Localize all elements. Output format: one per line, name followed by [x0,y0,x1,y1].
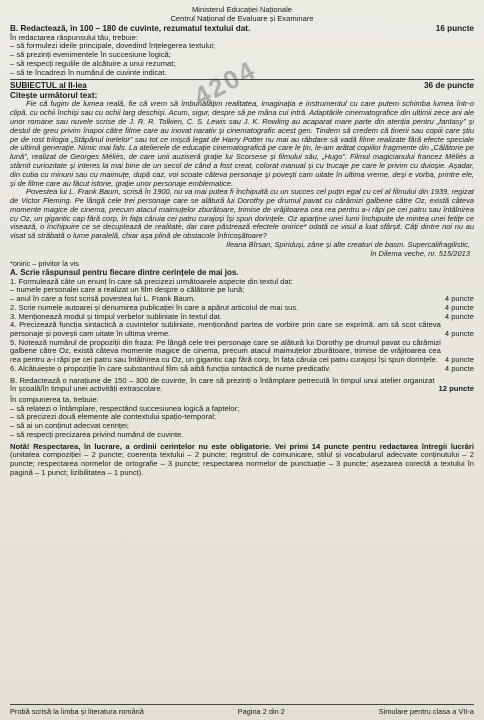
question-6: 6. Alcătuiește o propoziție în care substantivul film să aibă funcția sintactică de nume predicativ. [10,363,331,373]
part-a [10,269,474,374]
note-rest: (unitatea compoziției – 2 puncte; coerența textului – 2 puncte; registrul de comunicare, stilul și vocabularul adecvate conținutului – 2 puncte; respectarea normelor de ortografie – 3 puncte; respectarea normelor de punctuație – 3 puncte; așezarea corectă a textului în pagină – 1 punct; lizibilitatea – 1 punct). [10,450,474,477]
question-3: 3. Menționează modul și timpul verbelor subliniate în textul dat. [10,311,222,321]
narrative-task-row [10,377,474,394]
subject-points: 36 de puncte [423,81,474,91]
narrative-item: – să ai un conținut adecvat cerinței; [10,421,130,431]
requirement-item: – să respecți regulile de alcătuire a unui rezumat; [10,58,176,68]
requirement-item: – să te încadrezi în numărul de cuvinte indicat. [10,67,167,77]
question-4: 4. Precizează funcția sintactică a cuvintelor subliniate, menționând partea de vorbire prin care se exprimă: am să scot câteva personaje și povești cam uitate în ultima vreme. [10,320,441,339]
grading-note [10,443,474,478]
question-6-points: 4 puncte [444,363,474,373]
question-3-points: 4 puncte [444,311,474,321]
question-2-points: 4 puncte [444,302,474,312]
narrative-intro: În compunerea ta, trebuie: [10,395,99,405]
question-1b: – anul în care a fost scrisă povestea lui L. Frank Baum. [10,294,196,304]
part-b-narrative [10,377,474,440]
summary-requirements [10,34,474,78]
note-lead: Notă! Respectarea, în lucrare, a ordinii cerințelor nu este obligatorie. [10,441,272,451]
narrative-item: – să precizezi două elemente ale contextului spațio-temporal; [10,412,216,422]
part-a-title: A. Scrie răspunsul pentru fiecare dintre cerințele de mai jos. [10,267,239,277]
text-author: Ileana Bîrsan, Spiriduși, zâne și alte creaturi de basm. Supercalifragilistic, [226,239,470,249]
narrative-instruction: B. Redactează o narațiune de 150 – 300 de cuvinte, în care să prezinți o întâmplare petrecută în timpul unui atelier organizat în școală/în timpul unei activități extrașcolare. [10,375,435,394]
summary-points: 16 puncte [435,24,474,34]
question-1a: – numele personalei care a realizat un film despre o călătorie pe lună; [10,285,245,295]
center-line: Centrul Național de Evaluare și Examinare [170,13,314,23]
text-source: în Dilema veche, nr. 515/2013 [370,248,470,258]
question-4-row [10,321,474,338]
question-2: 2. Scrie numele autoarei și denumirea publicației în care a apărut articolul de mai sus. [10,302,299,312]
page-footer [10,704,474,716]
ministry-line: Ministerul Educației Naționale [191,5,293,14]
read-instruction: Citește următorul text: [10,90,98,100]
subject-title: SUBIECTUL al II-lea [10,81,87,91]
subject-header [10,81,474,91]
requirement-item: – să prezinți evenimentele în succesiune logică; [10,50,171,60]
question-4-points: 4 puncte [444,329,474,339]
note-bold: Vei primi 14 puncte pentru redactarea întregii lucrări [274,441,474,451]
question-6-row [10,365,474,374]
text-paragraph-1: Fie că fugim de lumea reală, fie că vrem să îmbunătățim realitatea, imaginația e instrumentul cu care putem schimba lumea într-o clipă, cu ochii închiși sau cu ochii larg deschiși. Acum, sigur, despre să pe mâna cui intră. Adaptările cinematografice din ultimii zece ani ale unor romane sau nuvele scrise de J. R. R. Tolkien, C. S. Lewis sau J. K. Rowling au acaparat mare parte din atenția pentru „fantasy” și destul de greu privim înapoi către filme care au inovat narativ și cinematografic acest gen. Tindem să credem că tinerii sau copiii care știu pe de rost trilogia „Stăpânul inelelor” sau tot ce mișcă legat de Harry Potter nu mai au răbdare să vadă filme realizate fără efecte speciale de ultimă generație. Nimic mai fals. La atelierele de educație cinematografică pe care le țin, le-am arătat copiilor fragmente din „Călătorie pe lună”, realizat de Georges Méliès, de care unii auziseră grație lui Scorsese și filmului său, „Hugo”. Filmul magicianului francez Méliès a stârnit curiozitate și interes la mai bine de un secol de când a fost creat, colorat manual și cu trucaje pe care le privim cu duioșie. Așadar, din cutia cu minuni sau cu maimuțe, după caz, voi scoate câteva personaje și povești cam uitate în ultima vreme, deși e vorba, printre ele, și de filme care au făcut istorie, grație unor personaje emblematice. [10,99,474,188]
ministry-header [10,6,474,23]
footer-left: Probă scrisă la limba și literatura română [10,707,144,716]
question-5-points: 4 puncte [444,355,474,365]
question-1-points: 4 puncte [444,294,474,304]
divider [10,79,474,80]
requirement-item: – să formulezi ideile principale, dovedind înțelegerea textului; [10,41,216,51]
question-5: 5. Notează numărul de propoziții din fraza: Pe lângă cele trei personaje care se alătură lui Dorothy pe drumul pavat cu cărămizi galbene către Oz, există câteva momente magice de cinema, precum atacul maimuțelor zburătoare, trimise de vrăjitoarea cea rea pentru a-i răpi pe cei patru sau întâlnirea cu Oz, un gigantic cap fără corp, în fața căruia cei patru curajoși își spun dorințele. [10,337,441,365]
question-1: 1. Formulează câte un enunț în care să precizezi următoarele aspecte din textul dat: [10,276,293,286]
footer-page: Pagina 2 din 2 [237,707,285,716]
footer-right: Simulare pentru clasa a VII-a [378,707,474,716]
requirements-intro: În redactarea răspunsului tău, trebuie: [10,32,138,42]
stamp-number: 4204 [188,54,262,112]
question-5-row [10,339,474,365]
summary-instruction: B. Redactează, în 100 – 180 de cuvinte, rezumatul textului dat. [10,24,251,34]
narrative-item: – să respecți precizarea privind numărul de cuvinte. [10,429,184,439]
text-paragraph-2: Povestea lui L. Frank Baum, scrisă în 1900, nu va mai putea fi închipuită cu un succes cel puțin egal cu cel al filmului din 1939, regizat de Victor Fleming. Pe lângă cele trei personaje care se alătură lui Dorothy pe drumul pavat cu cărămizi galbene către Oz, există câteva momente magice de cinema, precum atacul maimuțelor zburătoare, trimise de vrăjitoarea cea rea pentru a-i răpi pe cei patru sau întâlnirea cu Oz, un gigantic cap fără corp, în fața căruia cei patru curajoși își spun dorințele. Oz aparține unei lumi închipuite de mintea unei fetițe ce visează, o închipuire ce se decuplează de realitate, dar care păstrează efectele onirice* odată ce visul a luat sfârșit. Câți dintre noi nu au visat să străbată o lume paralelă, chiar așa plină de obstacole înfricoșătoare? [10,187,474,241]
narrative-item: – să relatezi o întâmplare, respectând succesiunea logică a faptelor; [10,403,240,413]
footnote: *oniric – privitor la vis [10,259,79,269]
narrative-points: 12 puncte [438,384,474,394]
